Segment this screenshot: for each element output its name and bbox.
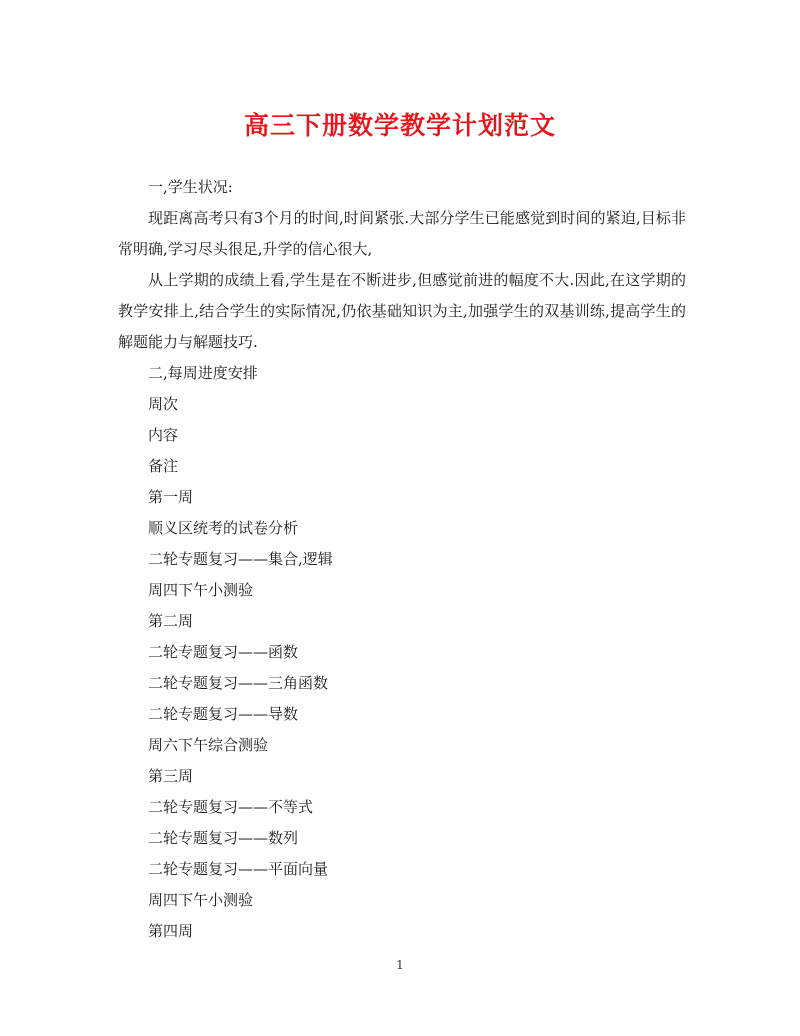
schedule-line: 二轮专题复习——函数 [148, 643, 299, 661]
schedule-line: 二轮专题复习——导数 [148, 705, 299, 723]
schedule-list [118, 389, 686, 947]
schedule-line: 周次 [148, 395, 179, 413]
schedule-line: 二轮专题复习——集合,逻辑 [148, 550, 333, 568]
page-number: 1 [396, 958, 404, 972]
paragraph-teaching-plan: 从上学期的成绩上看,学生是在不断进步,但感觉前进的幅度不大.因此,在这学期的教学安排上,结合学生的实际情况,仍依基础知识为主,加强学生的双基训练,提高学生的解题能力与解题技巧. [118, 271, 686, 351]
schedule-line: 备注 [148, 457, 179, 475]
schedule-line: 内容 [148, 426, 179, 444]
schedule-line: 周六下午综合测验 [148, 736, 269, 754]
schedule-line: 第二周 [148, 612, 194, 630]
section-heading-weekly-schedule: 二,每周进度安排 [148, 364, 258, 382]
schedule-line: 二轮专题复习——三角函数 [148, 674, 329, 692]
schedule-line: 第三周 [148, 767, 194, 785]
section-heading-student-status: 一,学生状况: [148, 178, 233, 196]
schedule-line: 顺义区统考的试卷分析 [148, 519, 299, 537]
paragraph-time-situation: 现距离高考只有3个月的时间,时间紧张.大部分学生已能感觉到时间的紧迫,目标非常明确,学习尽头很足,升学的信心很大, [118, 209, 686, 258]
schedule-line: 二轮专题复习——平面向量 [148, 860, 329, 878]
schedule-line: 周四下午小测验 [148, 891, 254, 909]
schedule-line: 二轮专题复习——不等式 [148, 798, 314, 816]
schedule-line: 第一周 [148, 488, 194, 506]
page-title: 高三下册数学教学计划范文 [243, 111, 556, 140]
schedule-line: 二轮专题复习——数列 [148, 829, 299, 847]
schedule-line: 第四周 [148, 922, 194, 940]
document-body [118, 172, 686, 947]
schedule-line: 周四下午小测验 [148, 581, 254, 599]
